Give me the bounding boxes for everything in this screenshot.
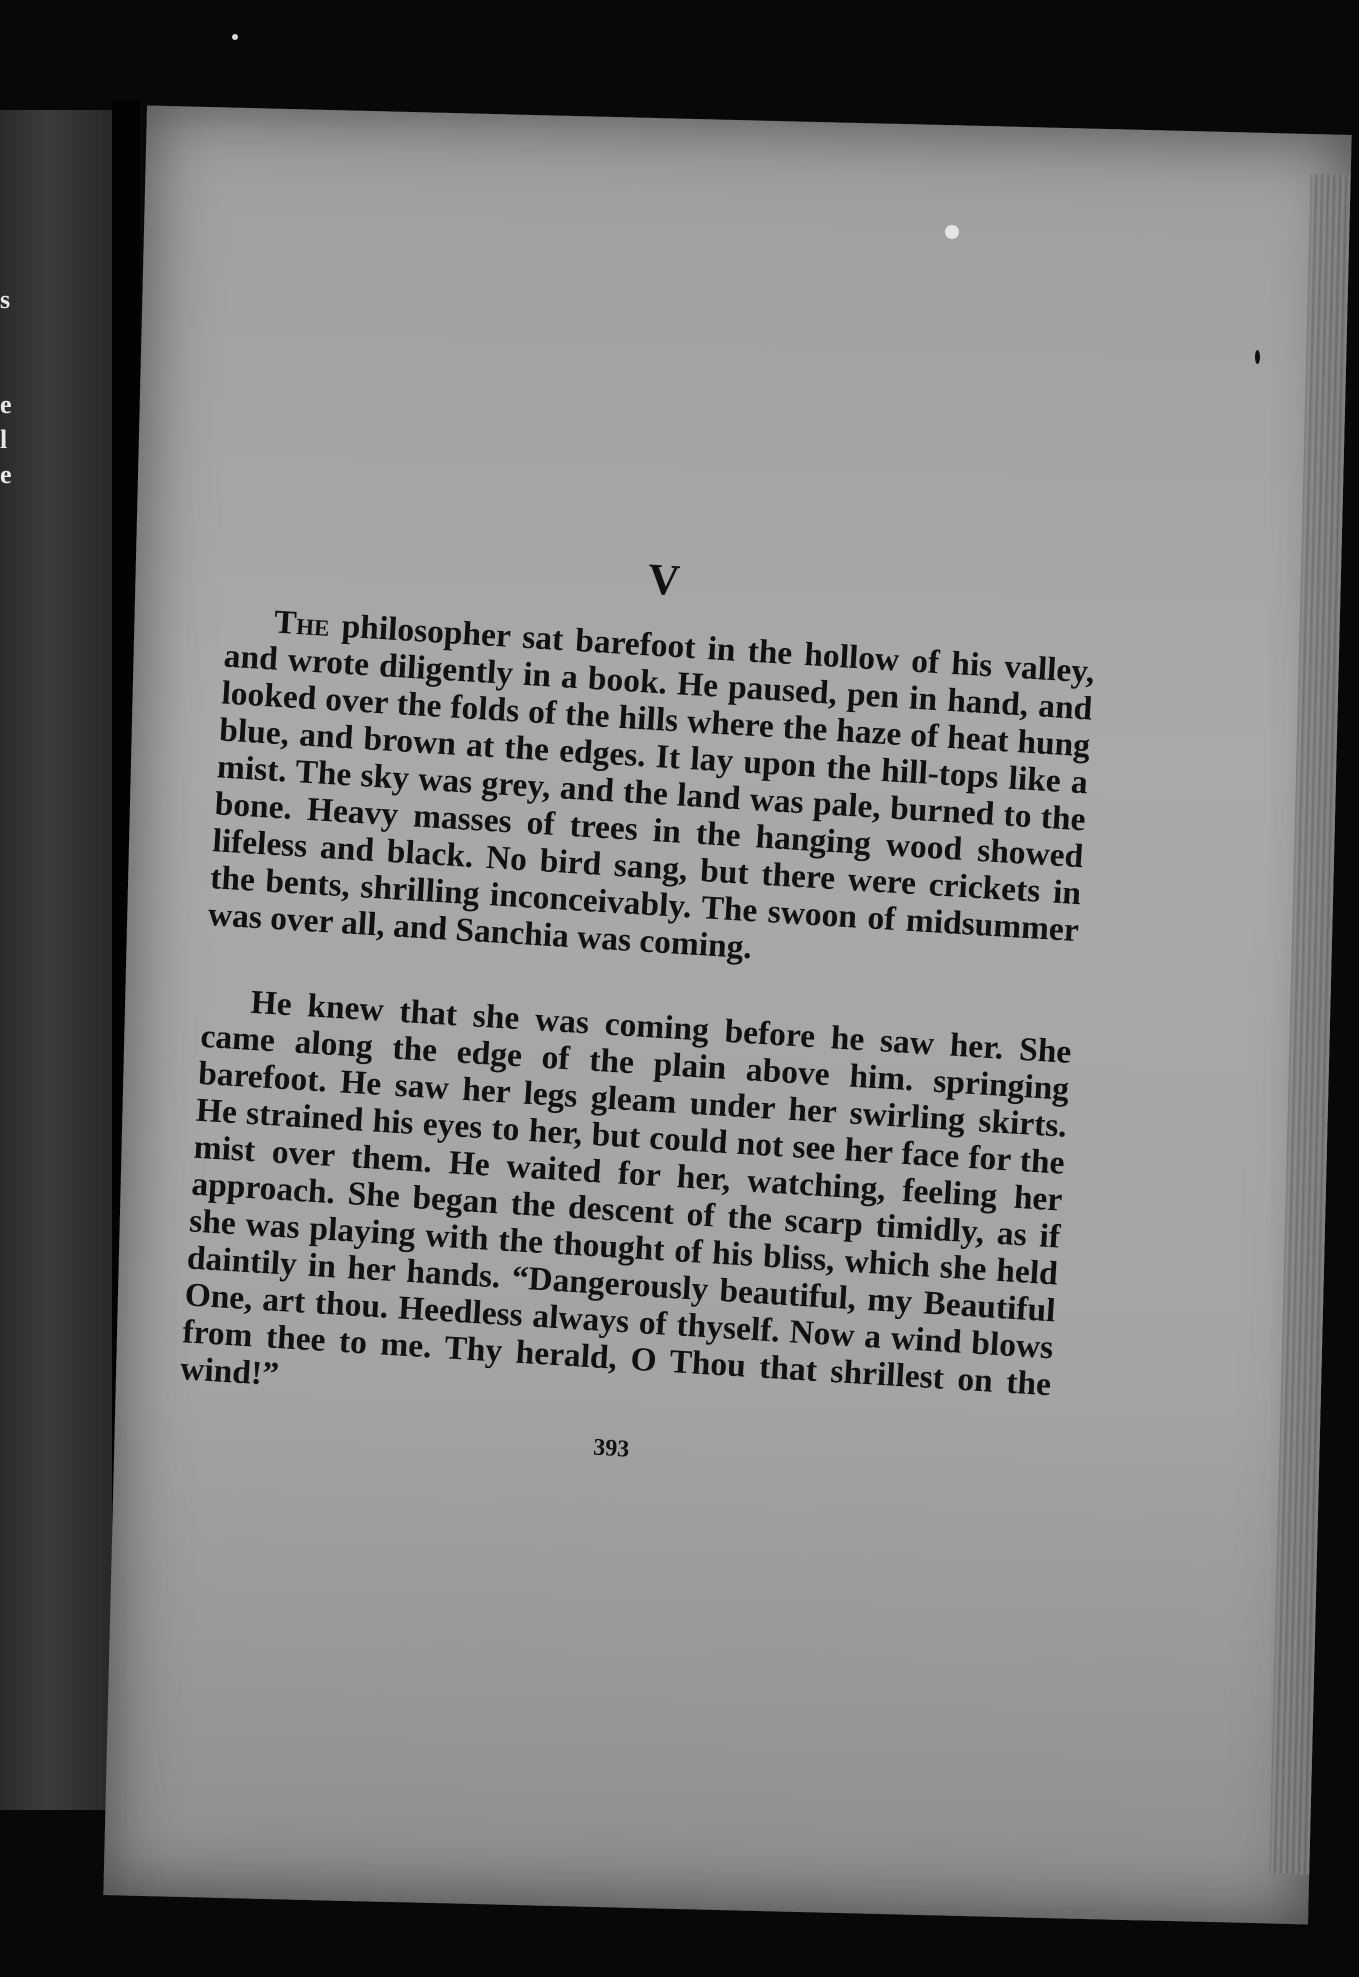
scan-speck (945, 225, 959, 239)
page-number: 393 (592, 1434, 631, 1463)
paragraph (207, 601, 1096, 986)
left-page-edge-char: e (0, 390, 12, 419)
paragraph-text: philosopher sat barefoot in the hollow of his valley, and wrote diligently in a book. He paused, pen in hand, and looked over the folds of the hills where the haze of heat hung blue, and brown at the edges. It lay upon the hill-tops like a mist. The sky was grey, and the land was pale, burned to the bone. Heavy masses of trees in the hanging wood showed lifeless and black. No bird sang, but there were crickets in the bents, shrilling inconceivably. The swoon of midsummer was over all, and Sanchia was coming. (206, 606, 1096, 967)
scan-speck (232, 34, 238, 40)
page-text-block (176, 528, 1100, 1489)
book-page (103, 106, 1351, 1925)
adjacent-page-edge (0, 110, 118, 1810)
paragraph: He knew that she was coming before he saw her. She came along the edge of the plain above him. springing barefoot. He saw her legs gleam under her swirling skirts. He strained his eyes to her, but could not see her face for the mist over them. He waited for her, watching, feeling her approach. She began the descent of the scarp timidly, as if she was playing with the thought of his bliss, which she held daintily in her hands. “Dangerously beautiful, my Beautiful One, art thou. Heedless always of thyself. Now a wind blows from thee to me. Thy herald, O Thou that shrillest on the wind!” (179, 983, 1073, 1404)
scan-speck (1255, 350, 1260, 364)
paragraph-lead-word: The (272, 603, 331, 644)
left-page-edge-char: l (0, 425, 8, 454)
page-stack-edge (1269, 174, 1351, 1874)
left-page-edge-char: s (0, 285, 11, 314)
chapter-heading: V (646, 554, 683, 606)
left-page-edge-char: e (0, 460, 12, 489)
